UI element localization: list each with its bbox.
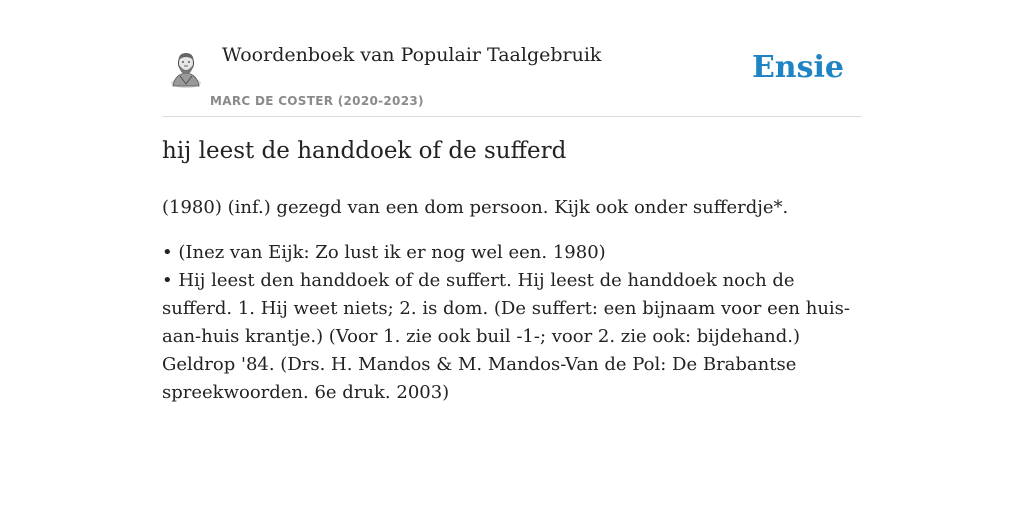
entry-title: hij leest de handdoek of de sufferd (162, 138, 567, 164)
author-credit: MARC DE COSTER (2020-2023) (210, 94, 424, 108)
quote-item: • (Inez van Eijk: Zo lust ik er nog wel een. 1980) (162, 242, 606, 263)
quote-item: • Hij leest den handdoek of de suffert. Hij leest de handdoek noch de sufferd. 1. Hij weet niets; 2. is dom. (De suffert: een bijnaam voor een huis-aan-huis krantje.) (Voor 1. zie ook buil -1-; voor 2. zie ook: bijdehand.) Geldrop '84. (Drs. H. Mandos & M. Mandos-Van de Pol: De Brabantse spreekwoorden. 6e druk. 2003) (162, 270, 850, 403)
ensie-logo-link[interactable]: Ensie (751, 50, 844, 85)
dictionary-title[interactable]: Woordenboek van Populair Taalgebruik (222, 44, 602, 66)
dictionary-header (162, 0, 862, 117)
author-portrait-icon (170, 50, 202, 88)
entry-page (162, 0, 862, 403)
entry-quotes (162, 239, 862, 407)
entry-definition: (1980) (inf.) gezegd van een dom persoon. Kijk ook onder sufferdje*. (162, 197, 789, 218)
